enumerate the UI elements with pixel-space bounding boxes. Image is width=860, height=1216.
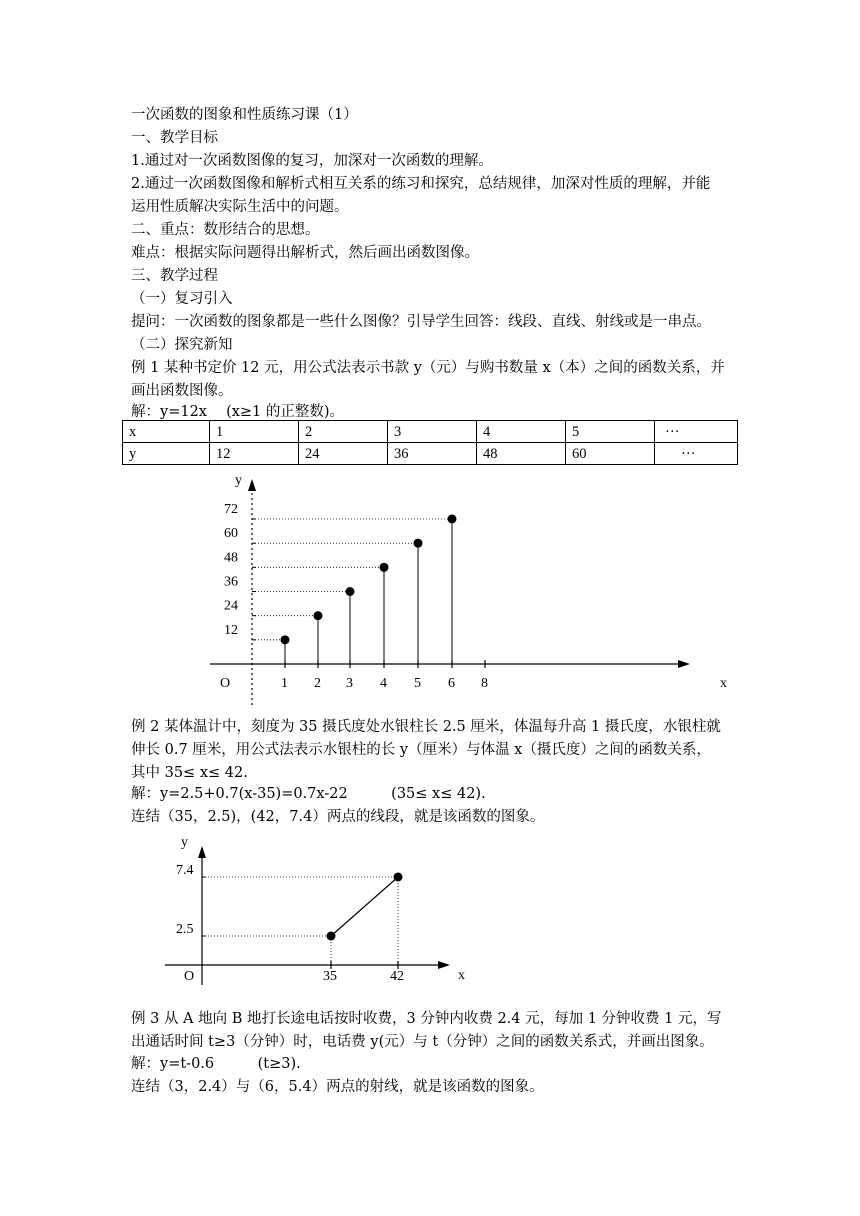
x-tick-label: 2 bbox=[314, 676, 321, 691]
data-point bbox=[448, 515, 457, 524]
y-axis-label: y bbox=[235, 473, 242, 488]
goal-1: 1.通过对一次函数图像的复习，加深对一次函数的理解。 bbox=[131, 153, 493, 169]
solution-3-graph-note: 连结（3，2.4）与（6，5.4）两点的射线，就是该函数的图象。 bbox=[131, 1079, 544, 1095]
y-axis-arrow bbox=[248, 479, 256, 491]
data-point bbox=[281, 635, 290, 644]
y-tick-label: 2.5 bbox=[176, 922, 194, 937]
difficulty: 难点：根据实际问题得出解析式，然后画出函数图像。 bbox=[131, 245, 479, 261]
x-tick-label: 35 bbox=[323, 969, 337, 984]
solution-1: 解：y=12x (x≥1 的正整数)。 bbox=[131, 404, 345, 420]
y-axis-arrow bbox=[198, 846, 206, 858]
goal-2-line-2: 运用性质解决实际生活中的问题。 bbox=[131, 199, 349, 215]
example-2-line-1: 例 2 某体温计中，刻度为 35 摄氏度处水银柱长 2.5 厘米，体温每升高 1 摄氏度，水银柱就 bbox=[131, 719, 721, 735]
doc-title: 一次函数的图象和性质练习课（1） bbox=[131, 107, 358, 123]
data-point bbox=[394, 873, 403, 882]
data-point bbox=[414, 539, 423, 548]
x-tick-label: 6 bbox=[448, 676, 455, 691]
x-tick-label: 5 bbox=[414, 676, 421, 691]
table-cell: 60 bbox=[566, 443, 655, 465]
table-cell: 1 bbox=[210, 421, 299, 443]
x-tick-label: 4 bbox=[380, 676, 387, 691]
example-2-line-3: 其中 35≤ x≤ 42. bbox=[131, 765, 248, 781]
origin-label: O bbox=[220, 676, 231, 691]
section-heading: 一、教学目标 bbox=[131, 130, 218, 146]
table-cell: 24 bbox=[299, 443, 388, 465]
table-row bbox=[123, 421, 738, 443]
table-row bbox=[123, 443, 738, 465]
example-3-line-2: 出通话时间 t≥3（分钟）时，电话费 y(元）与 t（分钟）之间的函数关系式，并画出图象。 bbox=[131, 1034, 714, 1050]
x-tick-label: 3 bbox=[346, 676, 353, 691]
example-1-line-1: 例 1 某种书定价 12 元，用公式法表示书款 y（元）与购书数量 x（本）之间的函数关系，并 bbox=[131, 360, 725, 376]
question-text: 提问：一次函数的图象都是一些什么图像？引导学生回答：线段、直线、射线或是一串点。 bbox=[131, 314, 711, 330]
example-3-line-1: 例 3 从 A 地向 B 地打长途电话按时收费，3 分钟内收费 2.4 元，每加 1 分钟收费 1 元，写 bbox=[131, 1011, 722, 1027]
x-tick-label: 1 bbox=[281, 676, 288, 691]
data-point bbox=[380, 563, 389, 572]
solution-2-graph-note: 连结（35，2.5)，(42，7.4）两点的线段，就是该函数的图象。 bbox=[131, 809, 545, 825]
table-cell: ··· bbox=[655, 443, 738, 465]
y-tick-label: 12 bbox=[224, 622, 238, 638]
x-axis-label: x bbox=[720, 676, 727, 691]
y-axis-label: y bbox=[181, 835, 188, 850]
y-tick-label: 48 bbox=[224, 550, 238, 566]
solution-2: 解：y=2.5+0.7(x-35)=0.7x-22 (35≤ x≤ 42). bbox=[131, 786, 486, 802]
y-tick-label: 7.4 bbox=[176, 863, 194, 878]
example-2-line-2: 伸长 0.7 厘米，用公式法表示水银柱的长 y（厘米）与体温 x（摄氏度）之间的函数关系， bbox=[131, 742, 711, 758]
y-tick-label: 36 bbox=[224, 574, 238, 590]
data-point bbox=[346, 587, 355, 596]
x-axis-arrow bbox=[438, 961, 450, 969]
subsection-heading: （一）复习引入 bbox=[131, 291, 233, 307]
table-cell: 12 bbox=[210, 443, 299, 465]
goal-2-line-1: 2.通过一次函数图像和解析式相互关系的练习和探究，总结规律，加深对性质的理解，并能 bbox=[131, 176, 711, 192]
x-tick-label: 8 bbox=[481, 676, 488, 691]
y-tick-label: 24 bbox=[224, 598, 238, 614]
x-axis-label: x bbox=[458, 968, 465, 983]
table-cell: x bbox=[123, 421, 210, 443]
x-tick-label: 42 bbox=[390, 969, 404, 984]
y-tick-label: 72 bbox=[224, 502, 238, 517]
table-cell: y bbox=[123, 443, 210, 465]
y-tick-label: 60 bbox=[224, 526, 238, 542]
table-cell: 36 bbox=[388, 443, 477, 465]
book-cost-chart bbox=[0, 470, 860, 710]
thermometer-chart bbox=[0, 830, 860, 990]
key-point: 二、重点：数形结合的思想。 bbox=[131, 222, 320, 238]
x-axis-arrow bbox=[678, 660, 690, 668]
origin-label: O bbox=[184, 969, 195, 984]
example-1-line-2: 画出函数图像。 bbox=[131, 383, 233, 399]
segment-line bbox=[331, 877, 398, 936]
table-cell: 5 bbox=[566, 421, 655, 443]
table-cell: ··· bbox=[655, 421, 738, 443]
value-table bbox=[122, 420, 738, 465]
subsection-heading: （二）探究新知 bbox=[131, 337, 233, 353]
table-cell: 4 bbox=[477, 421, 566, 443]
section-heading: 三、教学过程 bbox=[131, 268, 218, 284]
table-cell: 48 bbox=[477, 443, 566, 465]
data-point bbox=[327, 932, 336, 941]
data-point bbox=[314, 611, 323, 620]
table-cell: 3 bbox=[388, 421, 477, 443]
solution-3: 解：y=t-0.6 (t≥3). bbox=[131, 1056, 301, 1072]
table-cell: 2 bbox=[299, 421, 388, 443]
